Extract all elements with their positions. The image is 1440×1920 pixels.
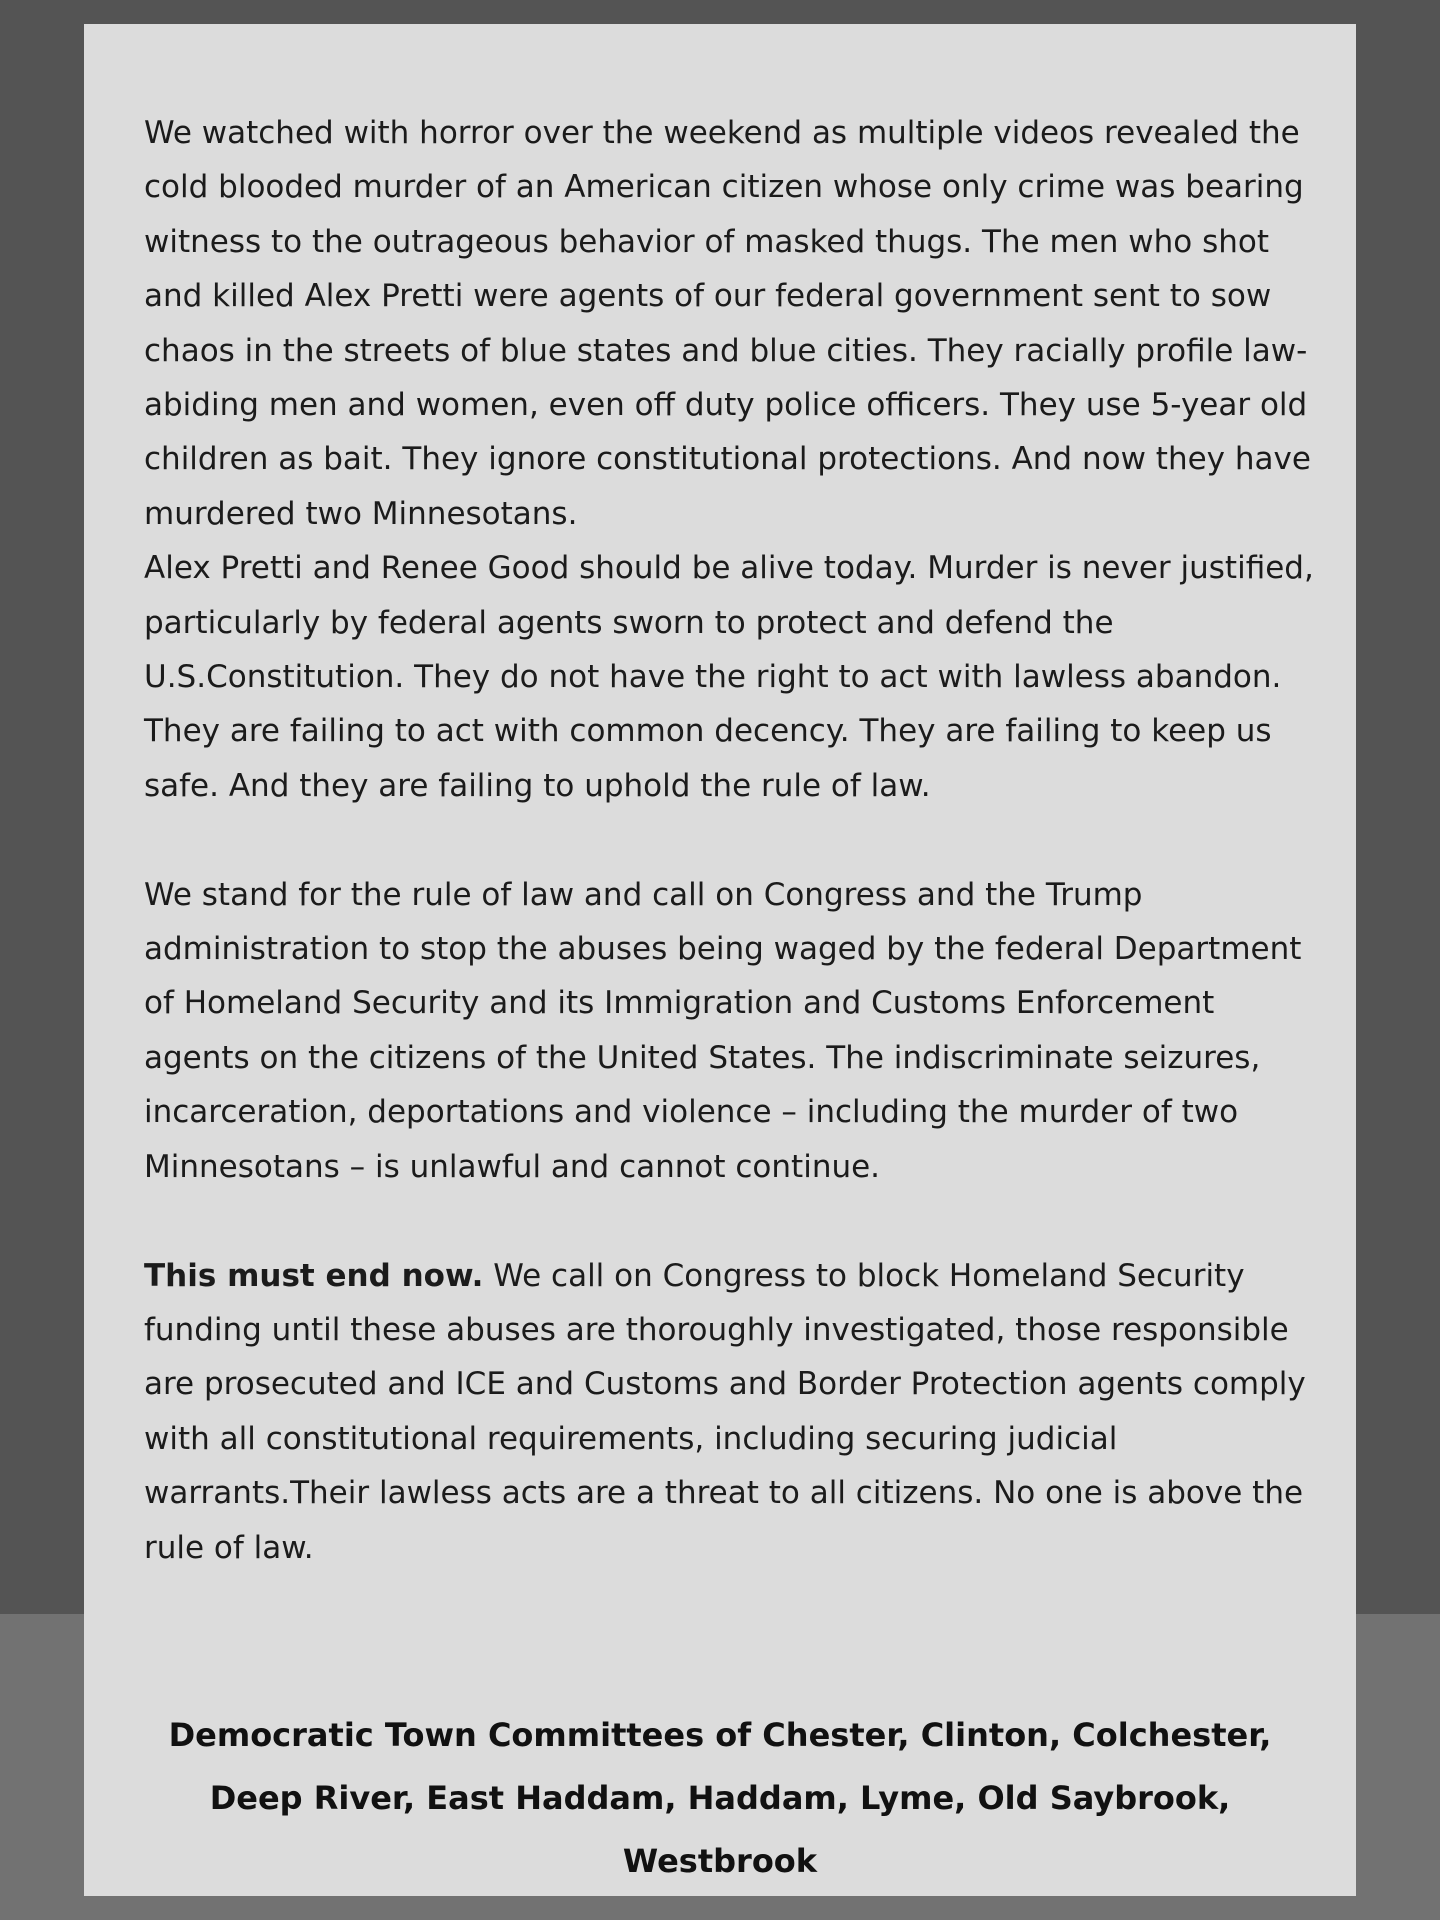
paragraph-2: Alex Pretti and Renee Good should be alive today. Murder is never justified, particularly by federal agents sworn to protect and defend the U.S.Constitution. They do not have the right to act with lawless abandon. They are failing to act with common decency. They are failing to keep us safe. And they are failing to uphold the rule of law.	[144, 550, 1314, 804]
paragraph-4-lead: This must end now.	[144, 1257, 484, 1294]
statement-body	[144, 106, 1316, 1575]
paragraph-1: We watched with horror over the weekend as multiple videos revealed the cold blooded murder of an American citizen whose only crime was bearing witness to the outrageous behavior of masked thugs. The men who shot and killed Alex Pretti were agents of our federal government sent to sow chaos in the streets of blue states and blue cities. They racially profile law-abiding men and women, even off duty police officers. They use 5-year old children as bait. They ignore constitutional protections. And now they have murdered two Minnesotans.	[144, 115, 1311, 532]
paragraph-spacer	[144, 1194, 1316, 1248]
paragraph-4	[144, 1249, 1316, 1575]
paragraph-4-rest: We call on Congress to block Homeland Security funding until these abuses are thoroughly investigated, those responsible are prosecuted and ICE and Customs and Border Protection agents comply with all constitutional requirements, including securing judicial warrants.Their lawless acts are a threat to all citizens. No one is above the rule of law.	[144, 1257, 1306, 1566]
paragraph-spacer	[144, 813, 1316, 867]
statement-card	[84, 24, 1356, 1896]
signature: Democratic Town Committees of Chester, Clinton, Colchester, Deep River, East Haddam, Haddam, Lyme, Old Saybrook, Westbrook	[168, 1716, 1272, 1880]
paragraph-3: We stand for the rule of law and call on Congress and the Trump administration to stop the abuses being waged by the federal Department of Homeland Security and its Immigration and Customs Enforcement agents on the citizens of the United States. The indiscriminate seizures, incarceration, deportations and violence – including the murder of two Minnesotans – is unlawful and cannot continue.	[144, 876, 1302, 1185]
